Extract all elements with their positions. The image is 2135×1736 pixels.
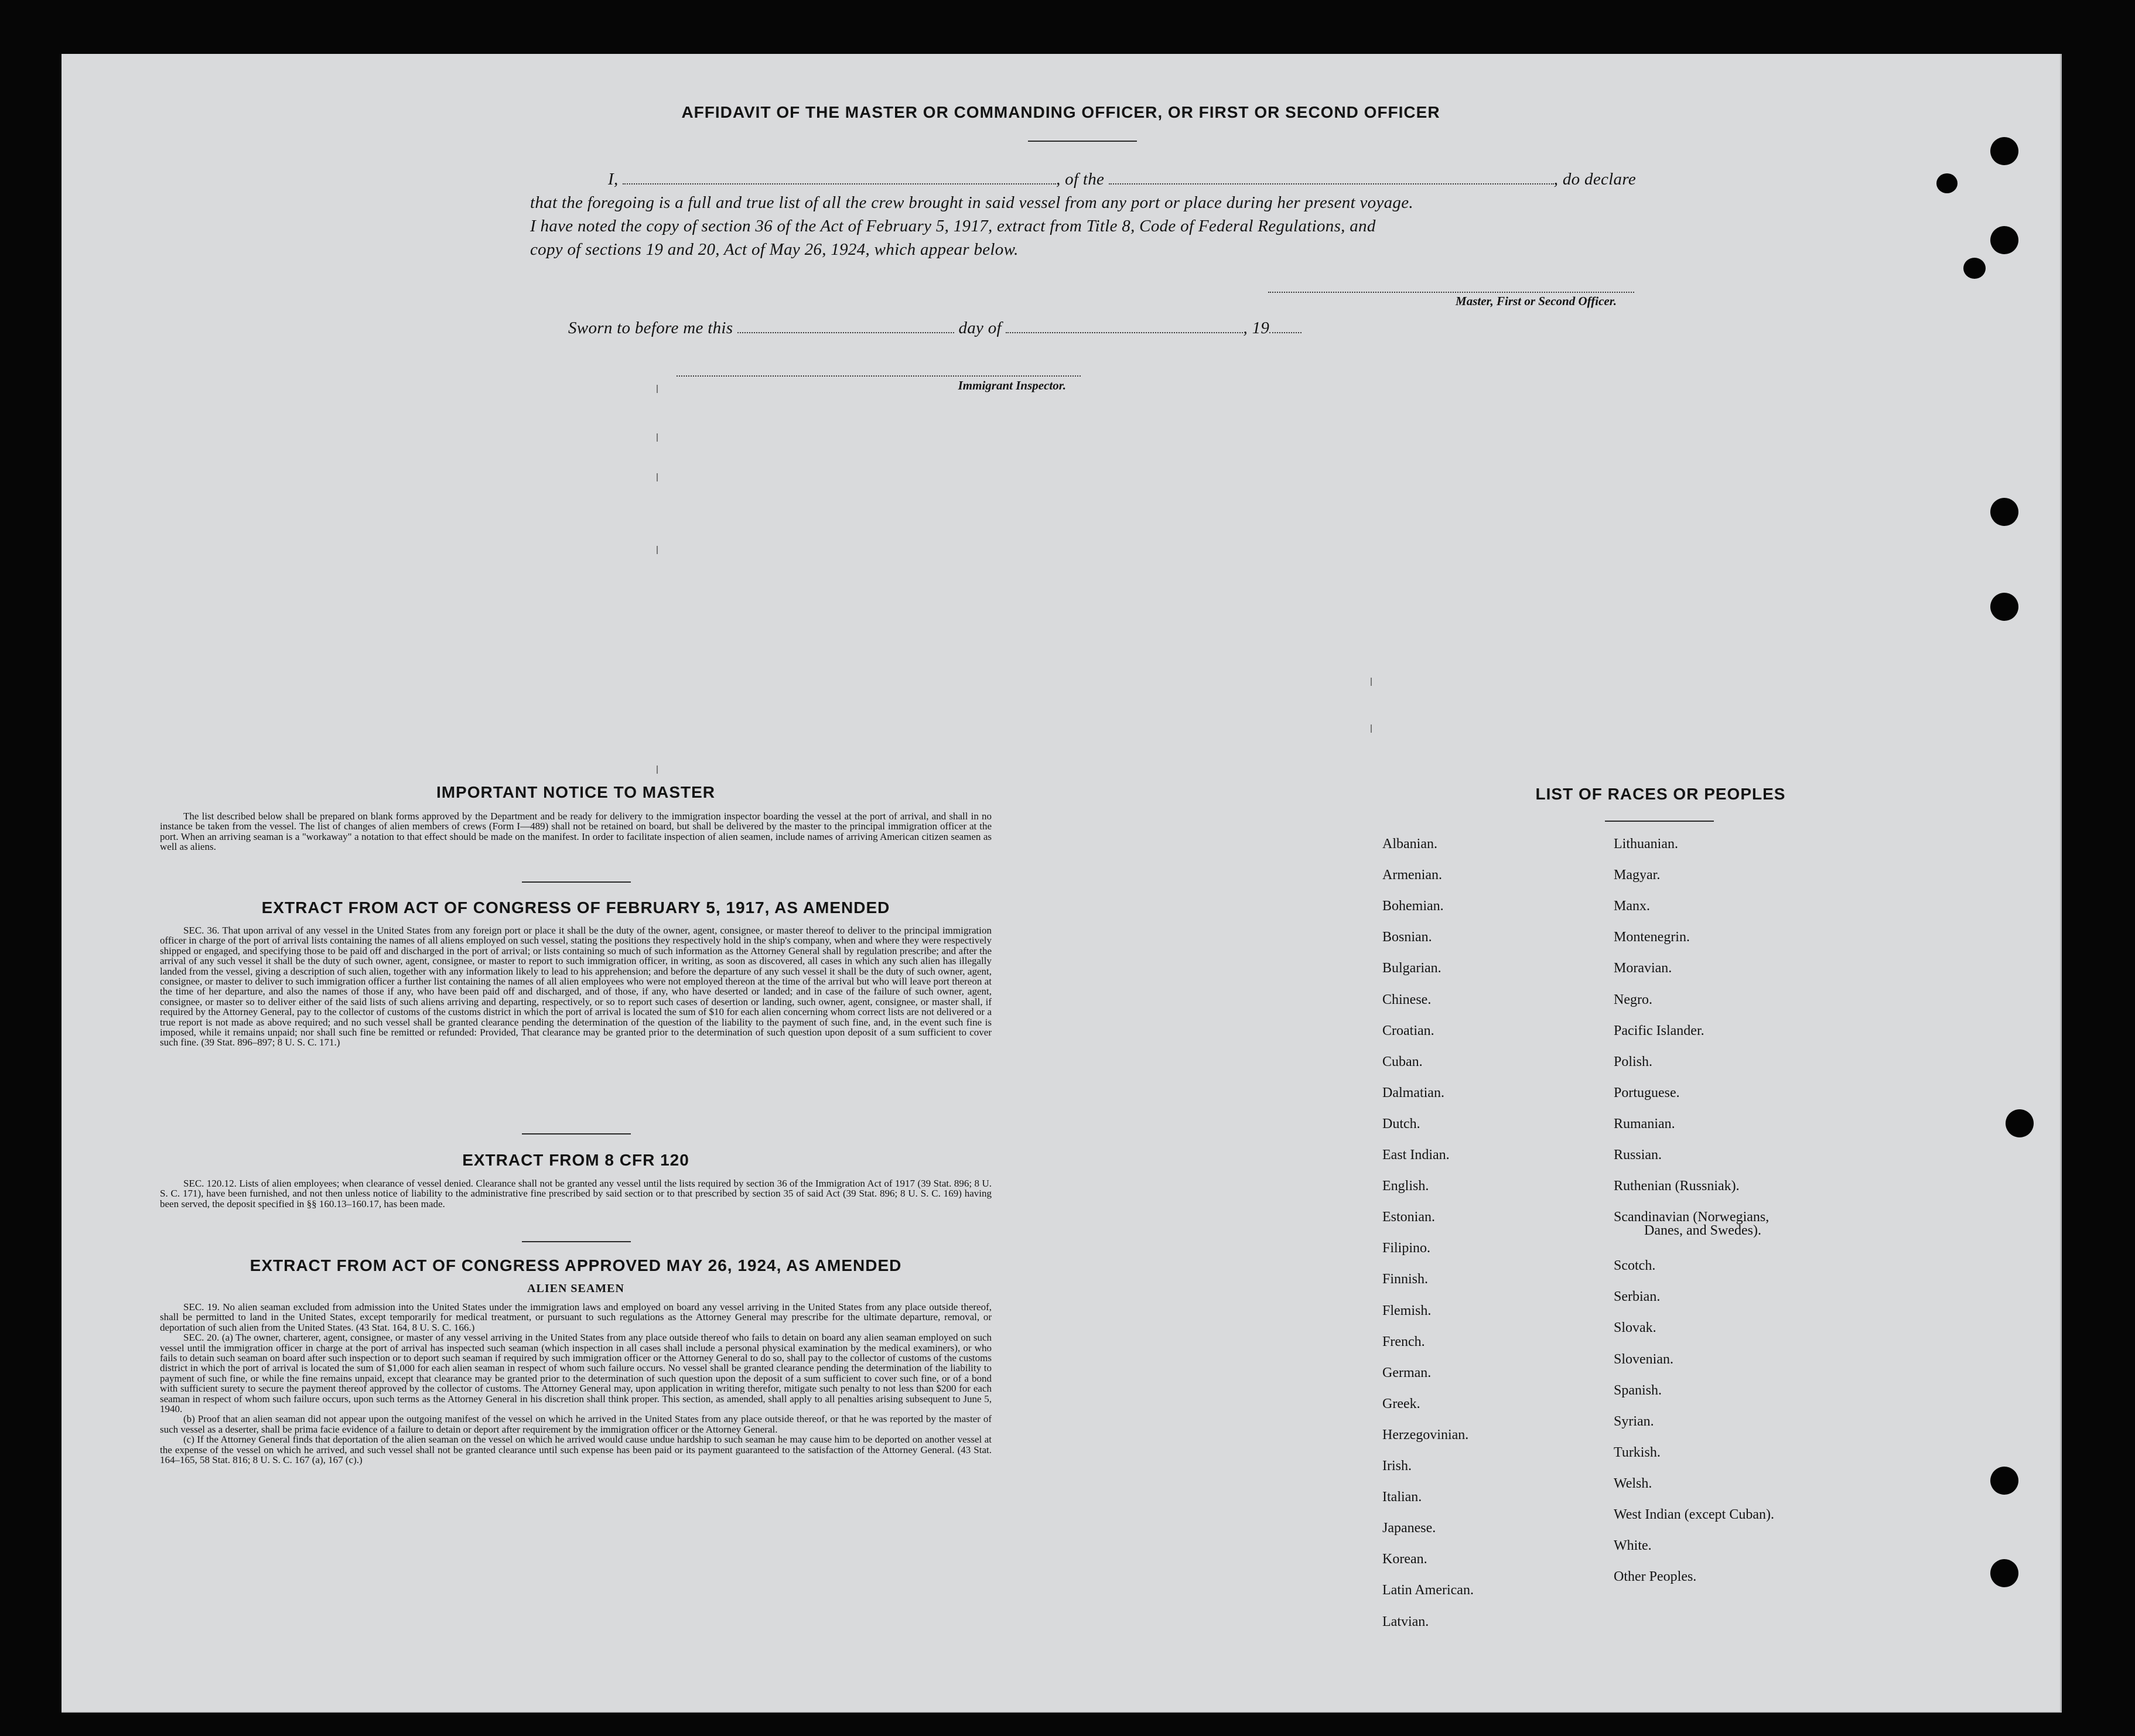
races-title: LIST OF RACES OR PEOPLES	[1535, 785, 1786, 803]
scan-mark	[657, 433, 658, 442]
race-item: Negro.	[1614, 992, 1652, 1007]
punch-hole	[1990, 593, 2018, 621]
punch-hole	[1990, 137, 2018, 165]
extract-1917-title: EXTRACT FROM ACT OF CONGRESS OF FEBRUARY 5, 1917, AS AMENDED	[261, 898, 890, 917]
race-item: Estonian.	[1382, 1209, 1435, 1225]
blank-vessel[interactable]	[1109, 169, 1554, 184]
signature-label-master: Master, First or Second Officer.	[1456, 294, 1617, 308]
affidavit-line-4: copy of sections 19 and 20, Act of May 26, 1924, which appear below.	[530, 240, 1019, 259]
punch-hole	[1990, 1559, 2018, 1587]
extract-cfr-text: SEC. 120.12. Lists of alien employees; when clearance of vessel denied. Clearance shall not be granted any vessel until the lists required by section 36 of the Immigration Act of 1917 (39 Stat. 896; 8 U. S. C. 171), have been furnished, and not then unless notice of liability to the administrative fine prescribed by said section or to that prescribed by section 35 of said Act (39 Stat. 896; 8 U. S. C. 169) having been served, the deposit specified in §§ 160.13–160.17, has been made.	[160, 1178, 992, 1209]
extract-1924-paragraph: (c) If the Attorney General finds that deportation of the alien seaman on the vessel on which he arrived would cause undue hardship to such seaman he may cause him to be deported on another vessel at the expense of the vessel on which he arrived, and such vessel shall not be granted clearance until such expense has been paid or its payment guaranteed to the satisfaction of the Attorney General. (43 Stat. 164–165, 58 Stat. 816; 8 U. S. C. 167 (a), 167 (c).)	[160, 1434, 992, 1466]
race-item: Herzegovinian.	[1382, 1427, 1469, 1443]
punch-hole	[1990, 226, 2018, 254]
race-item: Chinese.	[1382, 992, 1432, 1007]
race-item: Armenian.	[1382, 867, 1442, 883]
notice-title: IMPORTANT NOTICE TO MASTER	[436, 783, 716, 801]
race-item: East Indian.	[1382, 1147, 1450, 1163]
race-item: Dutch.	[1382, 1116, 1420, 1132]
affidavit-line-2: that the foregoing is a full and true list of all the crew brought in said vessel from any port or place during her present voyage.	[530, 193, 1413, 212]
scan-mark	[657, 546, 658, 554]
divider	[1028, 141, 1137, 142]
divider	[522, 1133, 631, 1134]
race-item: Rumanian.	[1614, 1116, 1675, 1132]
race-item: Latvian.	[1382, 1614, 1429, 1629]
race-item: Bohemian.	[1382, 898, 1444, 914]
punch-hole	[1990, 1467, 2018, 1495]
race-item: Albanian.	[1382, 836, 1437, 852]
extract-1924-subtitle: ALIEN SEAMEN	[527, 1282, 624, 1295]
extract-1924-paragraph: (b) Proof that an alien seaman did not appear upon the outgoing manifest of the vessel on which he arrived in the United States from any place outside thereof, or that he was reported by the master of such vessel as a deserter, shall be prima facie evidence of a failure to detain or deport after requirement by the immigration officer or the Attorney General.	[160, 1413, 992, 1435]
extract-1924-paragraph: SEC. 20. (a) The owner, charterer, agent, consignee, or master of any vessel arriving in the United States from any place outside thereof who fails to detain on board any alien seaman employed on such vessel until the immigration officer in charge at the port of arrival has inspected such seaman (which inspection in all cases shall include a personal physical examination by the medical examiners), or who fails to detain such seaman on board after such inspection or to deport such seaman if required by such immigration officer or the Attorney General to do so, shall pay to the collector of customs of the customs district in which the port of arrival is located the sum of $1,000 for each alien seaman in respect of whom such failure occurs. No vessel shall be granted clearance pending the determination of the liability to payment of such fine, or while the fine remains unpaid, except that clearance may be granted prior to the determination of such question upon the deposit of a sum sufficient to cover such fine, or of a bond with sufficient surety to secure the payment thereof approved by the collector of customs. The Attorney General may, upon application in writing therefor, mitigate such penalty to not less than $200 for each seaman in respect of whom such failure occurs, upon such terms as the Attorney General in his discretion shall think proper. This section, as amended, shall apply to all penalties arising subsequent to June 5, 1940.	[160, 1332, 992, 1415]
race-item: Other Peoples.	[1614, 1569, 1697, 1585]
extract-cfr-title: EXTRACT FROM 8 CFR 120	[462, 1151, 689, 1169]
race-item: Russian.	[1614, 1147, 1662, 1163]
race-item: Ruthenian (Russniak).	[1614, 1178, 1740, 1194]
scan-mark	[1371, 678, 1372, 686]
race-item: Manx.	[1614, 898, 1650, 914]
punch-hole	[2006, 1109, 2034, 1137]
race-item: Scotch.	[1614, 1258, 1656, 1274]
race-item: Korean.	[1382, 1552, 1427, 1567]
race-item: Italian.	[1382, 1489, 1422, 1505]
race-item: Cuban.	[1382, 1054, 1423, 1069]
race-item: Slovenian.	[1614, 1351, 1673, 1367]
signature-line-inspector[interactable]	[677, 375, 1081, 377]
signature-line-master[interactable]	[1268, 292, 1634, 293]
punch-hole	[1936, 173, 1958, 193]
extract-1924-title: EXTRACT FROM ACT OF CONGRESS APPROVED MAY 26, 1924, AS AMENDED	[250, 1256, 902, 1274]
race-item: Danes, and Swedes).	[1644, 1223, 1761, 1239]
race-item: Croatian.	[1382, 1023, 1434, 1038]
blank-name[interactable]	[623, 169, 1056, 184]
race-item: Montenegrin.	[1614, 929, 1690, 945]
affidavit-line-3: I have noted the copy of section 36 of the Act of February 5, 1917, extract from Title 8, Code of Federal Regulations, and	[530, 217, 1376, 235]
document-page	[62, 54, 2062, 1713]
race-item: Pacific Islander.	[1614, 1023, 1704, 1038]
scan-mark	[657, 473, 658, 481]
divider	[1605, 821, 1714, 822]
blank-year[interactable]	[1269, 318, 1302, 333]
blank-month[interactable]	[1006, 318, 1243, 333]
extract-1924-paragraph: SEC. 19. No alien seaman excluded from admission into the United States under the immigration laws and employed on board any vessel arriving in the United States from any place outside thereof, shall be permitted to land in the United States, except temporarily for medical treatment, or pursuant to such regulations as the Attorney General may prescribe for the ultimate departure, removal, or deportation of such alien from the United States. (43 Stat. 164, 8 U. S. C. 166.)	[160, 1301, 992, 1333]
punch-hole	[1963, 258, 1986, 279]
race-item: Magyar.	[1614, 867, 1661, 883]
race-item: Japanese.	[1382, 1520, 1436, 1536]
sworn-year: , 19	[1243, 319, 1270, 337]
race-item: Bosnian.	[1382, 929, 1432, 945]
race-item: Finnish.	[1382, 1272, 1429, 1287]
race-item: Serbian.	[1614, 1289, 1661, 1305]
race-item: White.	[1614, 1538, 1652, 1554]
divider	[522, 881, 631, 883]
race-item: Lithuanian.	[1614, 836, 1678, 852]
blank-day[interactable]	[737, 318, 954, 333]
race-item: Dalmatian.	[1382, 1085, 1444, 1101]
scan-mark	[657, 766, 658, 774]
affidavit-title: AFFIDAVIT OF THE MASTER OR COMMANDING OFFICER, OR FIRST OR SECOND OFFICER	[681, 103, 1440, 121]
scan-mark	[657, 385, 658, 393]
affidavit-do-declare: , do declare	[1553, 170, 1637, 189]
affidavit-line-1	[567, 168, 1697, 191]
signature-label-inspector: Immigrant Inspector.	[958, 378, 1066, 392]
race-item: West Indian (except Cuban).	[1614, 1507, 1774, 1522]
divider	[522, 1241, 631, 1242]
scan-mark	[1371, 725, 1372, 733]
sworn-prefix: Sworn to before me this	[568, 319, 733, 337]
race-item: Scandinavian (Norwegians,	[1614, 1209, 1770, 1225]
race-item: Filipino.	[1382, 1241, 1431, 1256]
affidavit-of-the: , of the	[1056, 170, 1105, 189]
race-item: Welsh.	[1614, 1475, 1652, 1491]
sworn-day-of: day of	[958, 319, 1002, 337]
punch-hole	[1990, 498, 2018, 526]
race-item: Moravian.	[1614, 961, 1672, 976]
extract-1924-body	[160, 1302, 992, 1465]
race-item: French.	[1382, 1334, 1425, 1349]
affidavit-i: I,	[608, 170, 619, 189]
race-item: Syrian.	[1614, 1413, 1654, 1429]
race-item: German.	[1382, 1365, 1432, 1380]
race-item: Bulgarian.	[1382, 961, 1441, 976]
race-item: Flemish.	[1382, 1303, 1432, 1318]
race-item: Latin American.	[1382, 1583, 1474, 1598]
notice-text: The list described below shall be prepared on blank forms approved by the Department and be ready for delivery to the immigration inspector boarding the vessel at the port of arrival, and shall in no instance be taken from the vessel. The list of changes of alien members of crews (Form I—489) shall not be retained on board, but shall be delivered by the master to the principal immigration officer at the port. When an arriving seaman is a "workaway" a notation to that effect should be made on the manifest. In order to facilitate inspection of alien seamen, include names of arriving American citizen seamen as well as aliens.	[160, 811, 992, 853]
race-item: English.	[1382, 1178, 1429, 1194]
race-item: Greek.	[1382, 1396, 1420, 1412]
extract-1917-text: SEC. 36. That upon arrival of any vessel in the United States from any foreign port or place it shall be the duty of the owner, agent, consignee, or master thereof to deliver to the principal immigration officer in charge of the port of arrival lists containing the names of all aliens employed on such vessel, stating the positions they respectively hold in the ship's company, when and where they were respectively shipped or engaged, and specifying those to be paid off and discharged in the port of arrival; or lists containing so much of such information as the Attorney General shall by regulation prescribe; and after the arrival of any such vessel it shall be the duty of such owner, agent, consignee, or master to report to such immigration officer, in writing, as soon as discovered, all cases in which any such alien has illegally landed from the vessel, giving a description of such alien, together with any information likely to lead to his apprehension; and before the departure of any such vessel it shall be the duty of such owner, agent, consignee, or master to deliver to such immigration officer a further list containing the names of all alien employees who were not employed thereon at the time of the arrival but who will leave port thereon at the time of her departure, and also the names of those if any, who have been paid off and discharged, and of those, if any, who have deserted or landed; and in case of the failure of such owner, agent, consignee, or master so to deliver either of the said lists of such aliens arriving and departing, respectively, or so to report such cases of desertion or landing, such owner, agent, consignee, or master shall, if required by the Attorney General, pay to the collector of customs of the customs district in which the port of arrival is located the sum of $10 for each alien concerning whom correct lists are not delivered or a true report is not made as above required; and no such vessel shall be granted clearance pending the determination of the question of the liability to the payment of such fine, and, in the event such fine is imposed, while it remains unpaid; nor shall such fine be remitted or refunded: Provided, That clearance may be granted prior to the determination of such question upon deposit of a sum sufficient to cover such fine. (39 Stat. 896–897; 8 U. S. C. 171.)	[160, 925, 992, 1048]
race-item: Spanish.	[1614, 1382, 1662, 1398]
race-item: Portuguese.	[1614, 1085, 1680, 1101]
race-item: Polish.	[1614, 1054, 1653, 1069]
sworn-line	[568, 316, 1302, 340]
race-item: Irish.	[1382, 1458, 1412, 1474]
race-item: Turkish.	[1614, 1444, 1661, 1460]
race-item: Slovak.	[1614, 1320, 1656, 1336]
